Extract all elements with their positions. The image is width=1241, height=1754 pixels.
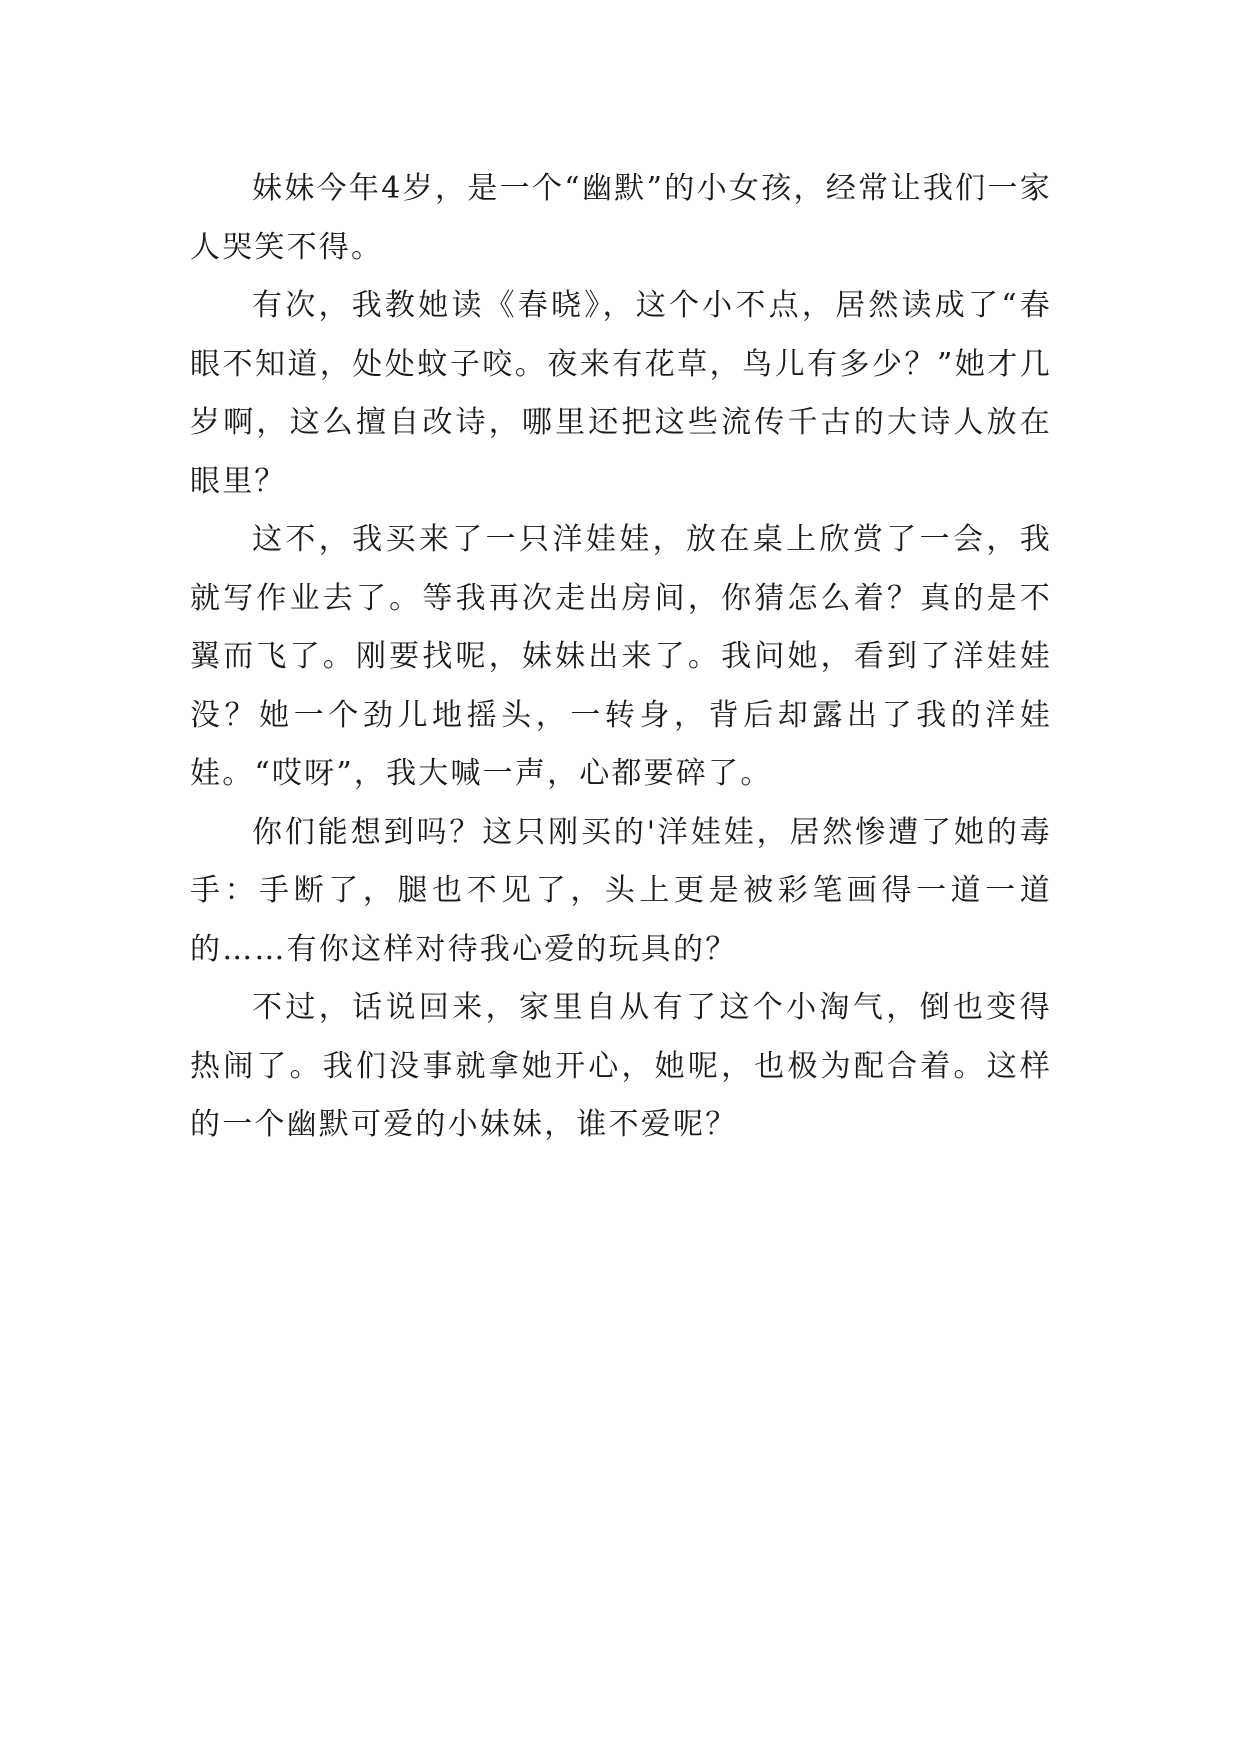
paragraph-4: 你们能想到吗？这只刚买的'洋娃娃，居然惨遭了她的毒手：手断了，腿也不见了，头上更是被彩笔画得一道一道的……有你这样对待我心爱的玩具的？	[190, 814, 1052, 967]
document-body	[190, 160, 1052, 1155]
paragraph-1: 妹妹今年4岁，是一个“幽默”的小女孩，经常让我们一家人哭笑不得。	[190, 171, 1052, 265]
paragraph-2: 有次，我教她读《春晓》，这个小不点，居然读成了“春眼不知道，处处蚊子咬。夜来有花草，鸟儿有多少？”她才几岁啊，这么擅自改诗，哪里还把这些流传千古的大诗人放在眼里？	[190, 288, 1052, 499]
paragraph-3: 这不，我买来了一只洋娃娃，放在桌上欣赏了一会，我就写作业去了。等我再次走出房间，你猜怎么着？真的是不翼而飞了。刚要找呢，妹妹出来了。我问她，看到了洋娃娃没？她一个劲儿地摇头，一转身，背后却露出了我的洋娃娃。“哎呀”，我大喊一声，心都要碎了。	[190, 522, 1052, 791]
paragraph-5: 不过，话说回来，家里自从有了这个小淘气，倒也变得热闹了。我们没事就拿她开心，她呢，也极为配合着。这样的一个幽默可爱的小妹妹，谁不爱呢？	[190, 990, 1052, 1142]
